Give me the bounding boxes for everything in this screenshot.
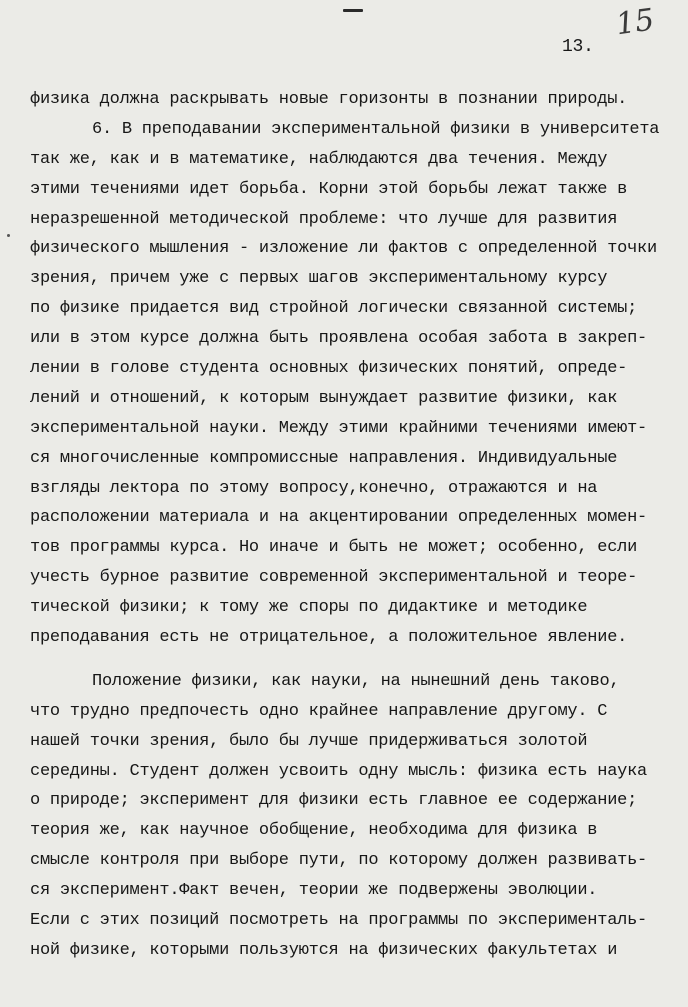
document-body xyxy=(30,85,688,966)
text-line: ся эксперимент.Факт вечен, теории же подвержены эволюции. xyxy=(30,881,598,901)
paragraph-gap xyxy=(30,653,688,667)
text-line: тов программы курса. Но иначе и быть не может; особенно, если xyxy=(30,538,638,558)
text-line: теория же, как научное обобщение, необходима для физика в xyxy=(30,821,598,841)
text-line: лений и отношений, к которым вынуждает развитие физики, как xyxy=(30,388,618,408)
text-line: неразрешенной методической проблеме: что лучше для развития xyxy=(30,209,618,229)
text-line: взгляды лектора по этому вопросу,конечно, отражаются и на xyxy=(30,478,598,498)
text-line: смысле контроля при выборе пути, по которому должен развивать- xyxy=(30,851,648,871)
text-line: Положение физики, как науки, на нынешний день таково, xyxy=(92,671,620,691)
text-line: зрения, причем уже с первых шагов экспериментальному курсу xyxy=(30,269,608,289)
ink-mark xyxy=(343,9,363,12)
text-line: 6. В преподавании экспериментальной физики в университета xyxy=(92,119,660,139)
text-line: тической физики; к тому же споры по дидактике и методике xyxy=(30,598,588,618)
text-line: так же, как и в математике, наблюдаются два течения. Между xyxy=(30,149,608,169)
text-line: физика должна раскрывать новые горизонты в познании природы. xyxy=(30,90,628,109)
ink-speck xyxy=(7,234,10,237)
text-line: лении в голове студента основных физических понятий, опреде- xyxy=(30,359,628,379)
text-line: нашей точки зрения, было бы лучше придерживаться золотой xyxy=(30,731,588,751)
text-line: середины. Студент должен усвоить одну мысль: физика есть наука xyxy=(30,761,648,781)
text-line: преподавания есть не отрицательное, а положительное явление. xyxy=(30,628,628,648)
text-line: ся многочисленные компромиссные направления. Индивидуальные xyxy=(30,448,618,468)
text-line: расположении материала и на акцентировании определенных момен- xyxy=(30,508,648,528)
text-line: экспериментальной науки. Между этими крайними течениями имеют- xyxy=(30,418,648,438)
text-line: учесть бурное развитие современной экспериментальной и теоре- xyxy=(30,568,638,588)
page-number: 13. xyxy=(562,37,594,57)
text-line: что трудно предпочесть одно крайнее направление другому. С xyxy=(30,701,608,721)
text-line: физического мышления - изложение ли фактов с определенной точки xyxy=(30,239,657,259)
text-line: этими течениями идет борьба. Корни этой борьбы лежат также в xyxy=(30,179,628,199)
handwritten-page-mark: 15 xyxy=(613,2,657,43)
text-line: Если с этих позиций посмотреть на программы по эксперименталь- xyxy=(30,911,648,931)
text-line: или в этом курсе должна быть проявлена особая забота в закреп- xyxy=(30,329,648,349)
text-line: по физике придается вид стройной логически связанной системы; xyxy=(30,299,638,319)
text-line: ной физике, которыми пользуются на физических факультетах и xyxy=(30,940,618,960)
text-line: о природе; эксперимент для физики есть главное ее содержание; xyxy=(30,791,638,811)
